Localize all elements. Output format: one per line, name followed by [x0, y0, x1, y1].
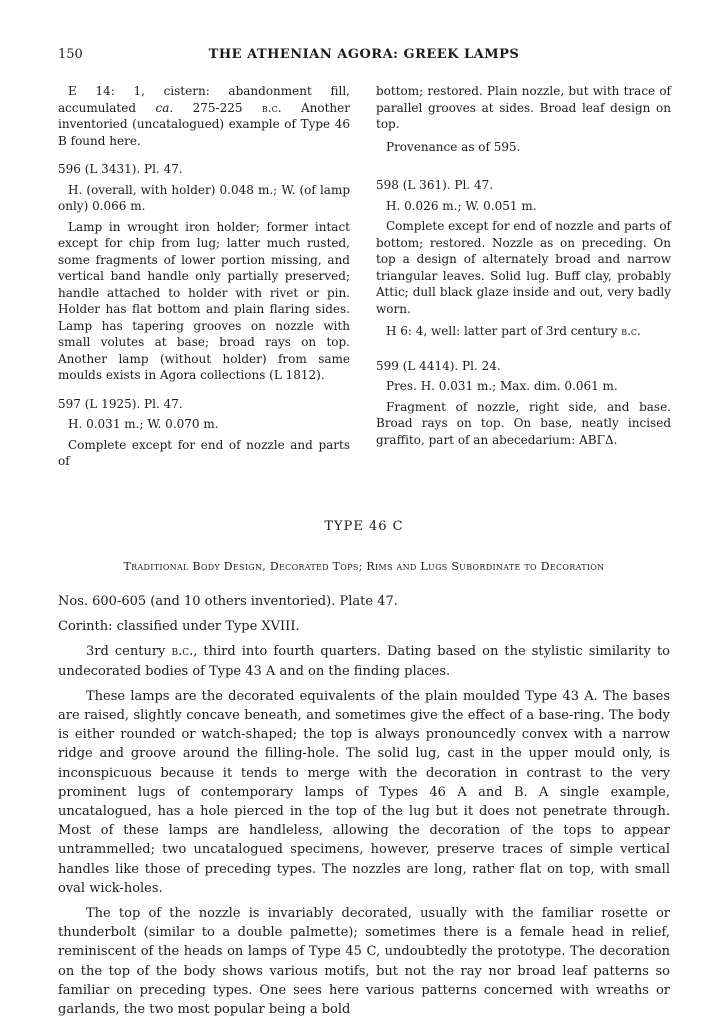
page-number: 150: [58, 47, 83, 62]
entry-597-continued: bottom; restored. Plain nozzle, but with trace of parallel grooves at sides. Broad leaf design on top.: [376, 84, 671, 131]
entry-598-heading: 598 (L 361). Pl. 47.: [376, 178, 494, 192]
section-subtitle: Traditional Body Design, Decorated Tops; Rims and Lugs Subordinate to Decoration: [123, 560, 605, 573]
running-title: THE ATHENIAN AGORA: GREEK LAMPS: [208, 47, 520, 62]
entry-597-description: Complete except for end of nozzle and parts of: [58, 437, 350, 468]
right-column: [376, 83, 671, 454]
corinth-classification: Corinth: classified under Type XVIII.: [58, 619, 300, 635]
entry-599-heading: 599 (L 4414). Pl. 24.: [376, 358, 501, 373]
entry-596-description: Lamp in wrought iron holder; former intact except for chip from lug; latter much rusted, some fragments of lower portion missing, and vertical band handle only partially preserved; handle attached to holder with rivet or pin. Holder has flat bottom and plain flaring sides. Lamp has tapering grooves on nozzle with small volutes at base; broad rays on top. Another lamp (without holder) from same moulds exists in Agora collections (L 1812).: [58, 219, 350, 382]
section-title: TYPE 46 C: [324, 519, 404, 534]
decoration-paragraph: The top of the nozzle is invariably decorated, usually with the familiar rosette or thunderbolt (similar to a double palmette); sometimes there is a female head in relief, reminiscent of the heads on lamps of Type 45 C, undoubtedly the prototype. The decoration on the top of the body shows various motifs, but not the ray nor broad leaf patterns so familiar on preceding types. One sees here various patterns concerned with wreaths or garlands, the two most popular being a bold: [58, 906, 670, 1018]
catalog-intro: E 14: 1, cistern: abandonment fill, accumulated ca. 275-225 b.c. Another inventoried (uncatalogued) example of Type 46 B found here.: [58, 84, 350, 148]
entry-598-description: Complete except for end of nozzle and parts of bottom; restored. Nozzle as on preceding. On top a design of alternately broad and narrow triangular leaves. Solid lug. Buff clay, probably Attic; dull black glaze inside and out, very badly worn.: [376, 219, 671, 316]
entry-599-measurements: Pres. H. 0.031 m.; Max. dim. 0.061 m.: [386, 379, 618, 393]
section-body: [58, 592, 670, 1025]
entry-597-provenance: Provenance as of 595.: [386, 139, 521, 154]
entry-596-heading: 596 (L 3431). Pl. 47.: [58, 162, 183, 176]
entry-597-measurements: H. 0.031 m.; W. 0.070 m.: [68, 417, 219, 431]
left-column: [58, 83, 350, 476]
entry-598-findspot: H 6: 4, well: latter part of 3rd century b.c.: [386, 324, 641, 338]
catalog-numbers: Nos. 600-605 (and 10 others inventoried). Plate 47.: [58, 594, 398, 609]
description-paragraph: These lamps are the decorated equivalents of the plain moulded Type 43 A. The bases are raised, slightly concave beneath, and sometimes give the effect of a base-ring. The body is either rounded or watch-shaped; the top is always pronouncedly convex with a narrow ridge and groove around the filling-hole. The solid lug, cast in the upper mould only, is inconspicuous because it tends to merge with the decoration in contrast to the very prominent lugs of contemporary lamps of Types 46 A and B. A single example, uncatalogued, has a hole pierced in the top of the lug but it does not penetrate through. Most of these lamps are handleless, allowing the decoration of the tops to appear untrammelled; two uncatalogued specimens, however, preserve traces of simple vertical handles like those of preceding types. The nozzles are long, rather flat on top, with small oval wick-holes.: [58, 688, 670, 896]
page-header: [58, 47, 670, 67]
entry-598-measurements: H. 0.026 m.; W. 0.051 m.: [386, 198, 537, 213]
dating-paragraph: 3rd century b.c., third into fourth quarters. Dating based on the stylistic similarity to undecorated bodies of Type 43 A and on the finding places.: [58, 644, 670, 679]
entry-596-measurements: H. (overall, with holder) 0.048 m.; W. (of lamp only) 0.066 m.: [58, 182, 350, 213]
entry-597-heading: 597 (L 1925). Pl. 47.: [58, 396, 183, 411]
entry-599-description: Fragment of nozzle, right side, and base. Broad rays on top. On base, neatly incised graffito, part of an abecedarium: ΑΒΓΔ.: [376, 399, 671, 447]
